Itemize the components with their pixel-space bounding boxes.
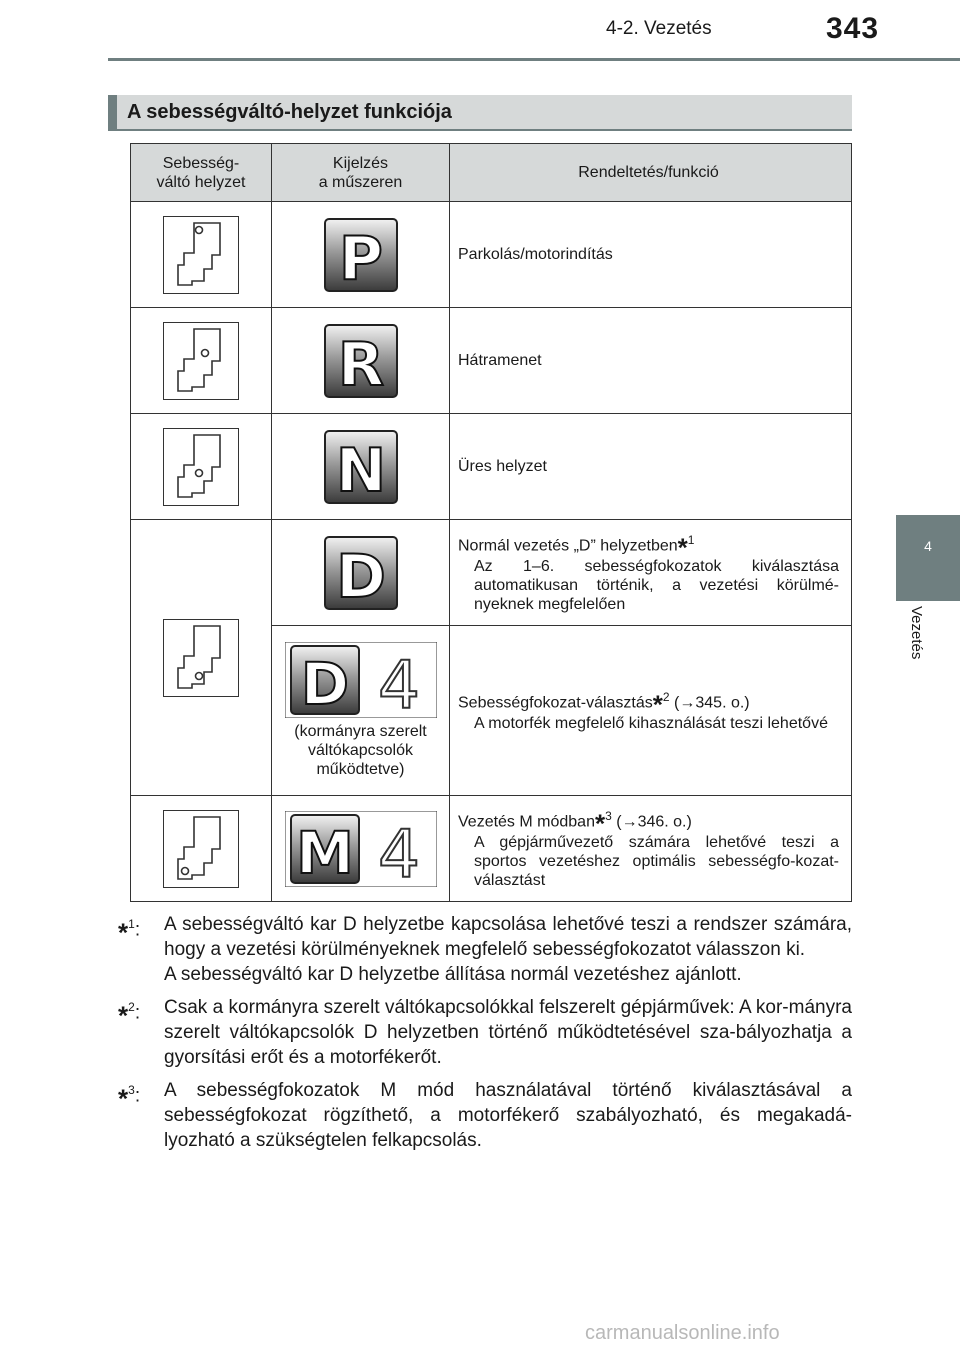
display-d4-caption: (kormányra szerelt váltókapcsolók működtetve) [294, 723, 427, 778]
display-d4-icon [285, 642, 437, 718]
display-r-letter: R [337, 329, 384, 399]
header-function: Rendeltetés/funkció [450, 144, 852, 202]
header-shifter-position: Sebesség- váltó helyzet [131, 144, 272, 202]
footnote-2: *$^2$: Csak a kormányra szerelt váltókapcsolókkal felszerelt gépjárművek: A kor-mányra szerelt váltókapcsolók D helyzetben történő működtetésével sza-bályozhatja a gyorsítási erőt és a motorfékerőt. [118, 997, 852, 1068]
page-ref-345[interactable]: (→345. o.) [674, 694, 750, 712]
display-m4-number: 4 [377, 815, 420, 887]
table-row [131, 202, 852, 308]
display-d4-letter: D [300, 650, 349, 718]
table-row [131, 796, 852, 902]
footnotes [118, 912, 852, 1161]
shift-gate-r-icon [163, 322, 239, 400]
display-d-icon [323, 535, 399, 611]
display-n-icon [323, 429, 399, 505]
header-section-title: 4-2. Vezetés [606, 18, 712, 39]
page-ref-346[interactable]: (→346. o.) [616, 813, 692, 831]
section-heading: A sebességváltó-helyzet funkciója [108, 95, 852, 129]
footnote-3: *$^3$: A sebességfokozatok M mód használatával történő kiválasztásával a sebességfokozat rögzíthető, a motorfékerő szabályozható, és megakadá-lyozható a szükségtelen felkapcsolás. [118, 1080, 852, 1151]
shift-gate-d-icon [163, 619, 239, 697]
function-drive: Normál vezetés „D” helyzetben*$^1$ Az 1–6. sebességfokozatok kiválasztása automatikusan történik, a vezetési körülmé-nyeknek megfelelően [450, 520, 852, 626]
header-divider [108, 58, 960, 61]
display-p-letter: P [338, 223, 383, 293]
function-manual-mode: Vezetés M módban*$^3$ (→346. o.) A gépjárművezető számára lehetővé teszi a sportos vezetéshez optimális sebességfo-kozat-választást [450, 796, 852, 902]
function-reverse: Hátramenet [450, 308, 852, 414]
gear-position-table [130, 143, 852, 902]
footnote-1: *$^1$: A sebességváltó kar D helyzetbe kapcsolása lehetővé teszi a rendszer számára, hogy a vezetési körülményeknek megfelelő sebességfokozatot válasszon ki. A sebességváltó kar D helyzetbe állítása normál vezetéshez ajánlott. [118, 914, 852, 985]
shift-gate-m-icon [163, 810, 239, 888]
display-d4-number: 4 [377, 647, 420, 718]
display-m4-icon [285, 811, 437, 887]
function-neutral: Üres helyzet [450, 414, 852, 520]
display-n-letter: N [335, 435, 386, 505]
section-heading-rule [108, 129, 852, 131]
chapter-tab[interactable]: 4 [896, 515, 960, 601]
table-row [131, 414, 852, 520]
watermark-text: carmanualsonline.info [585, 1322, 780, 1344]
display-d-letter: D [335, 541, 386, 611]
display-m4-letter: M [295, 818, 354, 887]
shift-gate-n-icon [163, 428, 239, 506]
table-row [131, 308, 852, 414]
display-r-icon [323, 323, 399, 399]
function-park: Parkolás/motorindítás [450, 202, 852, 308]
display-p-icon [323, 217, 399, 293]
chapter-tab-label: Vezetés [908, 606, 925, 660]
page-number: 343 [826, 12, 880, 45]
table-row [131, 520, 852, 626]
table-header-row [131, 144, 852, 202]
function-gear-select: Sebességfokozat-választás*$^2$ (→345. o.) A motorfék megfelelő kihasználását teszi lehetővé [450, 626, 852, 796]
header-meter-display: Kijelzés a műszeren [272, 144, 450, 202]
shift-gate-p-icon [163, 216, 239, 294]
